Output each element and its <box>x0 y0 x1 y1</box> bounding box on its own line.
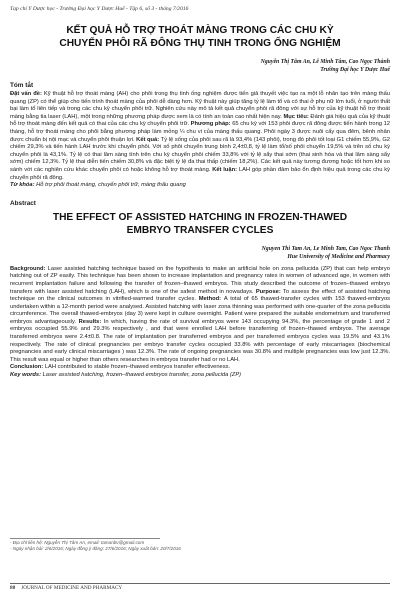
aim-text: Đánh giá hiệu quả của kỹ thuật hỗ trợ thoát màng đến kết quả có thai của các chu kỳ chuyển phôi trữ. <box>10 113 390 128</box>
journal-name: JOURNAL OF MEDICINE AND PHARMACY <box>21 585 123 591</box>
keywords-text-vn: Hỗ trợ phôi thoát màng, chuyển phôi trữ, màng thấu quang <box>36 182 186 189</box>
results-label-en: Results: <box>78 318 104 325</box>
vietnamese-authors: Nguyễn Thị Tâm An, Lê Minh Tâm, Cao Ngọc Thành <box>260 59 390 65</box>
background-text: Laser assisted hatching technique based on the hypothesis to make an artificial hole on zona pellucida (ZP) that can help embryo hatching out of ZP easily. This technique has been shown to increase implantation and pregnancy rates in women of advanced age, in women with recurrent implantation failure and following the transfer of frozen–thawed embryos. This study described the outcome of frozen–thawed embryo transfers with laser assisted hatching (LAH), which is one of the safest method in nowadays. <box>10 265 390 295</box>
footnote-contact: - Địa chỉ liên hệ: Nguyễn Thị Tâm An, email: tamanbv@gmail.com <box>10 540 145 545</box>
vietnamese-keywords <box>10 182 390 190</box>
english-conclusion <box>10 364 390 372</box>
conclusion-text-en: LAH contributed to stable frozen–thawed embryos transfer effectiveness. <box>44 364 231 371</box>
background-label: Background: <box>10 265 48 272</box>
method-text-vn: 65 chu kỳ với 153 phôi được rã đông được tiến hành trong 12 tháng, hỗ trợ thoát màng cho phôi bằng phương pháp làm mỏng ¼ chu vi của màng thấu quang. Phôi ngày 3 được nuôi cấy qua đêm, bênh nhân được chuẩn bị nội mạc và chuyển phôi thuận lợi. <box>10 121 390 143</box>
english-abstract-heading: Abstract <box>10 199 36 207</box>
vietnamese-affiliation: Trường Đại học Y Dược Huế <box>320 67 390 73</box>
english-authors-block <box>10 245 390 261</box>
english-title <box>10 211 390 237</box>
results-text-en: In which, having the rate of survival embryos were 143 occupying 94.3%, the percentage of grade 1 and 2 embryos occupied 55.9% and 29.3% respectively , and that were enrolled LAH before transferring of frozen–thawed embryos. The average transferred embryos were 2.4±0.8. The rate of implantation per transferred embryos and per transferred embryos cycles was 19.5% and 43.1% respectively. The rate of clinical pregnancies per embryo transfer cycles occupied 33.8% with percentage of early miscarriages (biochemical pregnancies and early clinical miscarriages ) was 12.3%. The rate of ongoing pregnancies was 30.8% and multiple pregnancies was low just 12.3%. This result was equal or higher than others researches in embryos transfer had or no LAH. <box>10 318 390 363</box>
keywords-label-en: Key words: <box>10 372 43 379</box>
english-affiliation: Hue University of Medicine and Pharmacy <box>287 253 390 260</box>
english-title-line-1: THE EFFECT OF ASSISTED HATCHING IN FROZEN-THAWED <box>52 211 348 223</box>
vietnamese-title <box>10 24 390 50</box>
vietnamese-title-line-1: KẾT QUẢ HỖ TRỢ THOÁT MÀNG TRONG CÁC CHU KỲ <box>66 25 334 36</box>
footnote-divider <box>10 538 160 539</box>
english-abstract <box>10 266 390 365</box>
english-authors: Nguyen Thi Tam An, Le Minh Tam, Cao Ngoc Thanh <box>261 245 390 252</box>
lead-label: Đặt vấn đề: <box>10 91 44 97</box>
vietnamese-abstract-heading: Tóm tắt <box>10 82 34 89</box>
conclusion-text-vn: LAH góp phần đảm bảo ổn định hiệu quả trong các chu kỳ chuyển phôi rã đông. <box>10 166 390 181</box>
english-keywords <box>10 372 390 380</box>
vietnamese-authors-block <box>10 58 390 74</box>
purpose-text: To assess the effect of assisted hatching technique on the clinical outcomes in vitrified-warmed transfer cycles. <box>10 288 390 303</box>
page-number: 80 <box>10 585 16 591</box>
keywords-text-en: Laser assisted hatching, frozen–thawed embryos transfer, zona pellucida (ZP) <box>42 372 242 379</box>
page-footer-divider <box>10 583 390 584</box>
method-text-en: A total of 65 thawed-transfer cycles with 153 thawed-embryos undertaken within a 12-month period were analysed. Assisted hatching with laser zona thinning was performed with one-quarter of the zona pellucida circumference. The overall thawed-embryos (day 3) were kept in culture overnight. Patient were prepared the suitable endometrium and transferred embryos advantageously. <box>10 296 391 325</box>
journal-header: Tạp chí Y Dược học - Trường Đại học Y Dược Huế - Tập 6, số 3 - tháng 7/2016 <box>10 6 189 12</box>
conclusion-label-vn: Kết luận: <box>212 166 239 173</box>
lead-text: Kỹ thuật hỗ trợ thoát màng (AH) cho phôi trong thụ tinh ống nghiệm được tiến giả thuyết việc tạo ra một lỗ nhân tạo trên màng thấu quang (ZP) có thể giúp cho tiến trình thoát màng của phôi dễ dàng hơn. Kỹ thuật này giúp tăng tỷ lệ làm tổ và có thai ở phụ nữ lớn tuổi, ở người thất bại làm tổ liên tiếp và trong các chu kỳ chuyển phôi trữ. Nghiên cứu này mô tả kết quả chuyển phôi rã đông với sự hỗ trợ của kỹ thuật hỗ trợ thoát màng bằng tia laser (LAH), một trong những phương pháp được xem là có tính an toàn cao nhất hiện nay. <box>10 91 391 120</box>
result-label-vn: Kết quả: <box>136 136 161 143</box>
keywords-label-vn: Từ khóa: <box>10 182 37 189</box>
english-title-line-2: EMBRYO TRANSFER CYCLES <box>126 224 274 236</box>
method-label-en: Method: <box>198 296 224 303</box>
footnote-dates: - Ngày nhận bài: 2/6/2016; Ngày đồng ý đăng: 27/6/2016; Ngày xuất bản: 20/7/2016 <box>10 546 181 551</box>
purpose-label: Purpose: <box>255 288 283 295</box>
aim-label: Mục tiêu: <box>283 113 311 120</box>
page-footer <box>10 585 122 591</box>
footnotes <box>10 540 181 552</box>
vietnamese-abstract <box>10 91 390 182</box>
vietnamese-title-line-2: CHUYỂN PHÔI RÃ ĐÔNG THỤ TINH TRONG ỐNG NGHIỆM <box>59 38 341 49</box>
result-text-vn: Tỷ lệ sống của phôi sau rã là 93,4% (143 phôi), trong đó phôi tốt loại G1 chiếm 55,9%, G2 chiếm 29,3% và tiến hành LAH trước khi chuyển phôi. Với số phôi chuyển trung bình 2,4±0,8, tỷ lệ làm tổ/số phôi chuyển 19,5% và trên số chu kỳ chuyển phôi là 43,1%. Tỷ lệ có thai lâm sàng tính trên chu kỳ chuyển phôi chiếm 33,8% với tỷ lệ sẩy thai sớm (thai sinh hóa và thai lâm sàng sẩy sớm) chiếm 12,3%. Tỷ lệ thai diễn tiến chiếm 30,8% và đặc biệt tỷ lệ đa thai thấp (chiếm 18,2%). Các kết quả này tương đương hoặc tốt hơn khi so sánh với các nghiên cứu khác chuyển phôi có hoặc không hỗ trợ thoát màng. <box>10 136 390 173</box>
conclusion-label-en: Conclusion: <box>10 364 45 371</box>
method-label-vn: Phương pháp: <box>190 121 233 128</box>
